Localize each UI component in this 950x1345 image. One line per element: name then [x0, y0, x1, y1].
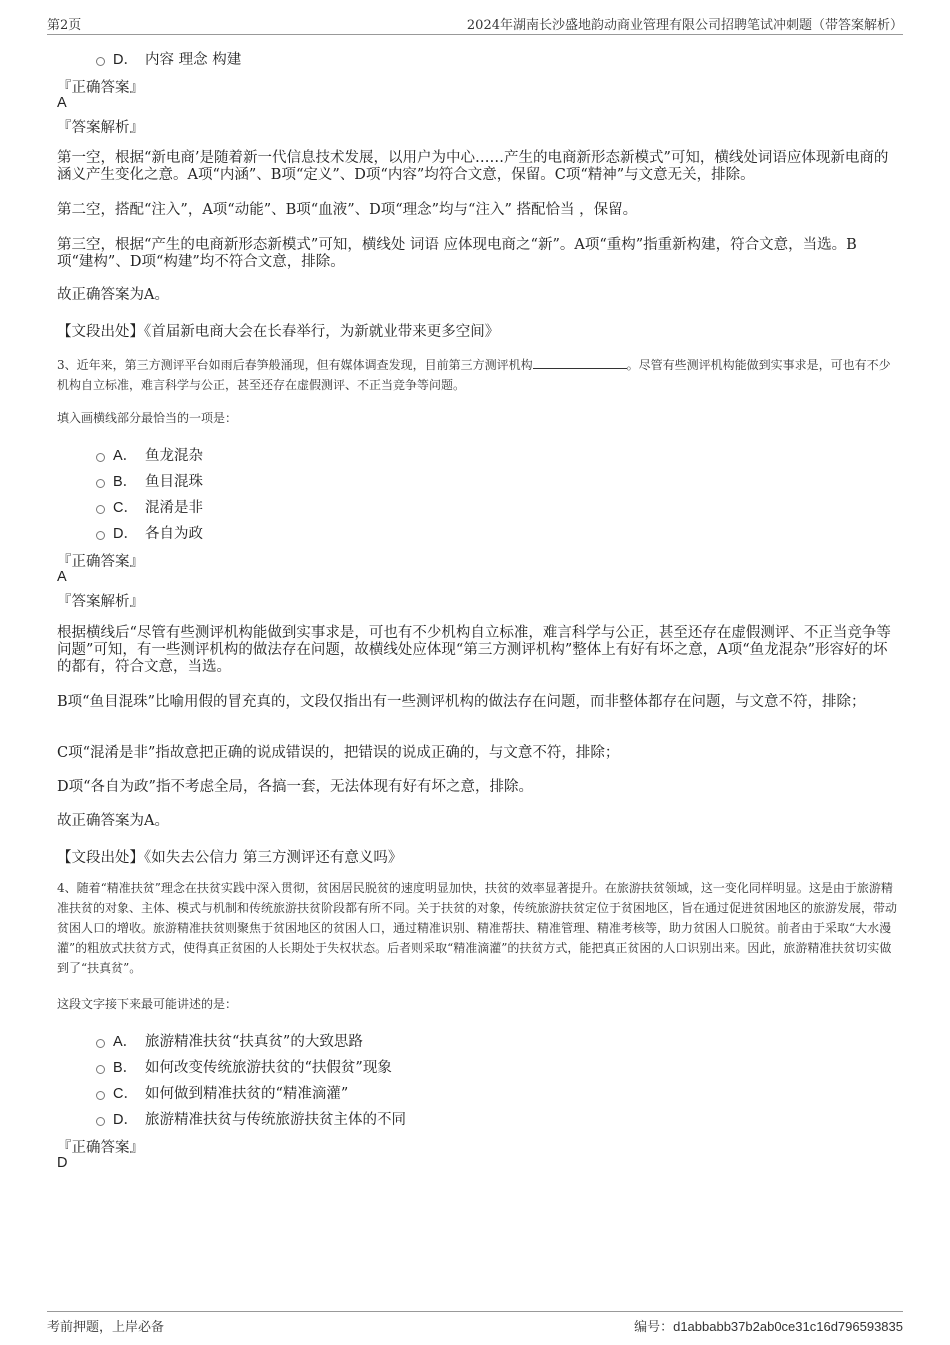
footer-slogan: 考前押题，上岸必备 [47, 1320, 165, 1335]
q4-option-c[interactable]: C． 如何做到精准扶贫的“精准滴灌” [96, 1082, 348, 1103]
analysis-paragraph: 第一空，根据“新电商’是随着新一代信息技术发展，以用户为中心……产生的电商新形态新模式”可知，横线处词语应体现新电商的涵义产生变化之意。A项“内涵”、B项“定义”、D项“内容”均符合文意，保留。C项“精神”与文意无关，排除。 [57, 150, 889, 183]
answer-value: A [57, 569, 67, 585]
q3-option-c[interactable]: C． 混淆是非 [96, 496, 203, 517]
radio-icon[interactable] [96, 479, 105, 488]
answer-label: 『正确答案』 [57, 80, 144, 96]
radio-icon[interactable] [96, 453, 105, 462]
question-prompt: 填入画横线部分最恰当的一项是： [57, 411, 238, 425]
document-code: 编号：d1abbabb37b2ab0ce31c16d796593835 [634, 1319, 903, 1335]
analysis-paragraph: C项“混淆是非”指故意把正确的说成错误的，把错误的说成正确的，与文意不符，排除； [57, 745, 620, 761]
analysis-paragraph: B项“鱼目混珠”比喻用假的冒充真的，文段仅指出有一些测评机构的做法存在问题，而非整体都存在问题，与文意不符，排除； [57, 694, 866, 710]
answer-blank [533, 356, 627, 369]
radio-icon[interactable] [96, 1065, 105, 1074]
analysis-label: 『答案解析』 [57, 120, 144, 136]
analysis-paragraph: 故正确答案为A。 [57, 287, 169, 303]
analysis-label: 『答案解析』 [57, 594, 144, 610]
q3-option-a[interactable]: A． 鱼龙混杂 [96, 444, 203, 465]
q3-option-d[interactable]: D． 各自为政 [96, 522, 203, 543]
analysis-paragraph: 第三空，根据“产生的电商新形态新模式”可知，横线处 词语 应体现电商之“新”。A项“重构”指重新构建，符合文意，当选。B项“建构”、D项“构建”均不符合文意，排除。 [57, 237, 857, 270]
question-prompt: 这段文字接下来最可能讲述的是： [57, 997, 238, 1011]
radio-icon[interactable] [96, 1091, 105, 1100]
source-citation: 【文段出处】《如失去公信力 第三方测评还有意义吗》 [57, 850, 403, 866]
radio-icon[interactable] [96, 505, 105, 514]
radio-icon[interactable] [96, 1039, 105, 1048]
q4-option-b[interactable]: B． 如何改变传统旅游扶贫的“扶假贫”现象 [96, 1056, 392, 1077]
answer-label: 『正确答案』 [57, 554, 144, 570]
q2-option-d[interactable]: D． 内容 理念 构建 [96, 48, 241, 69]
radio-icon[interactable] [96, 57, 105, 66]
page-number: 第2页 [47, 18, 82, 33]
radio-icon[interactable] [96, 531, 105, 540]
page-footer [47, 1311, 903, 1336]
source-citation: 【文段出处】《首届新电商大会在长春举行，为新就业带来更多空间》 [57, 324, 500, 340]
page-header [47, 10, 903, 35]
answer-label: 『正确答案』 [57, 1140, 144, 1156]
q4-option-d[interactable]: D． 旅游精准扶贫与传统旅游扶贫主体的不同 [96, 1108, 406, 1129]
question-stem: 4、随着“精准扶贫”理念在扶贫实践中深入贯彻，贫困居民脱贫的速度明显加快，扶贫的效率显著提升。在旅游扶贫领域，这一变化同样明显。这是由于旅游精准扶贫的对象、主体、模式与机制和传统旅游扶贫阶段都有所不同。关于扶贫的对象，传统旅游扶贫定位于贫困地区，旨在通过促进贫困地区的旅游发展，带动贫困人口的增收。旅游精准扶贫则聚焦于贫困地区的贫困人口，通过精准识别、精准帮扶、精准管理、精准考核等，助力贫困人口脱贫。前者由于采取“大水漫灌”的粗放式扶贫方式，使得真正贫困的人长期处于失权状态。后者则采取“精准滴灌”的扶贫方式，能把真正贫困的人口识别出来。因此，旅游精准扶贫切实做到了“扶真贫”。 [57, 881, 898, 975]
answer-value: D [57, 1155, 68, 1171]
q3-option-b[interactable]: B． 鱼目混珠 [96, 470, 203, 491]
analysis-paragraph: 根据横线后“尽管有些测评机构能做到实事求是，可也有不少机构自立标准，难言科学与公正，甚至还存在虚假测评、不正当竞争等问题”可知，有一些测评机构的做法存在问题，故横线处应体现“第三方测评机构”整体上有好有坏之意，A项“鱼龙混杂”形容好的坏的都有，符合文意，当选。 [57, 625, 891, 675]
question-stem: 3、近年来，第三方测评平台如雨后春笋般涌现，但有媒体调查发现，目前第三方测评机构 。尽管有些测评机构能做到实事求是，可也有不少机构自立标准，难言科学与公正，甚至还存在虚假测评、不正当竞争等问题。 [57, 358, 891, 392]
analysis-paragraph: D项“各自为政”指不考虑全局，各搞一套，无法体现有好有坏之意，排除。 [57, 779, 533, 795]
analysis-paragraph: 故正确答案为A。 [57, 813, 169, 829]
analysis-paragraph: 第二空，搭配“注入”，A项“动能”、B项“血液”、D项“理念”均与“注入” 搭配恰当 ，保留。 [57, 202, 638, 218]
answer-value: A [57, 95, 67, 111]
radio-icon[interactable] [96, 1117, 105, 1126]
q4-option-a[interactable]: A． 旅游精准扶贫“扶真贫”的大致思路 [96, 1030, 363, 1051]
document-title: 2024年湖南长沙盛地韵动商业管理有限公司招聘笔试冲刺题（带答案解析） [466, 18, 903, 33]
